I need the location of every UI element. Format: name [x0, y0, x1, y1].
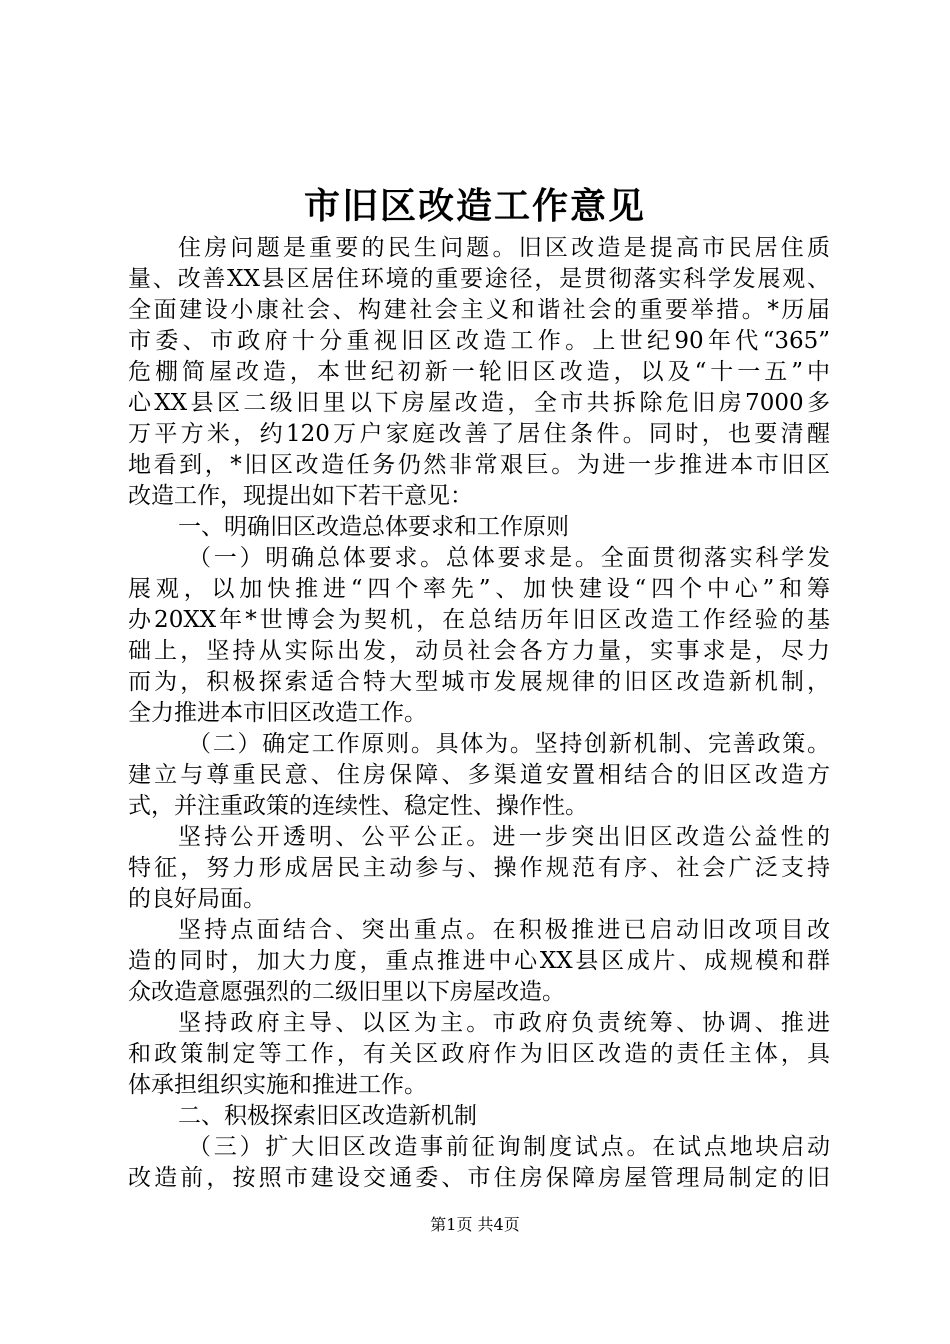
document-title: 市旧区改造工作意见	[303, 185, 646, 227]
paragraph-line: 的良好局面。	[128, 886, 266, 912]
paragraph-line: 体承担组织实施和推进工作。	[128, 1072, 427, 1098]
paragraph-line: 特征，努力形成居民主动参与、操作规范有序、社会广泛支持	[128, 855, 830, 881]
paragraph-line: 础上，坚持从实际出发，动员社会各方力量，实事求是，尽力	[128, 638, 830, 664]
paragraph-line: 改造前，按照市建设交通委、市住房保障房屋管理局制定的旧	[128, 1165, 830, 1191]
paragraph-line: 办20XX年*世博会为契机，在总结历年旧区改造工作经验的基	[128, 607, 830, 633]
paragraph-line: （二）确定工作原则。具体为。坚持创新机制、完善政策。	[188, 731, 830, 757]
paragraph-line: 量、改善XX县区居住环境的重要途径，是贯彻落实科学发展观、	[128, 266, 830, 292]
paragraph-line: （三）扩大旧区改造事前征询制度试点。在试点地块启动	[188, 1134, 830, 1160]
paragraph-line: 坚持公开透明、公平公正。进一步突出旧区改造公益性的	[178, 824, 830, 850]
paragraph-line: 住房问题是重要的民生问题。旧区改造是提高市民居住质	[178, 235, 830, 261]
section-heading: 二、积极探索旧区改造新机制	[178, 1103, 477, 1129]
paragraph-line: 而为，积极探索适合特大型城市发展规律的旧区改造新机制，	[128, 669, 830, 695]
paragraph-line: 建立与尊重民意、住房保障、多渠道安置相结合的旧区改造方	[128, 762, 830, 788]
paragraph-line: 展观，以加快推进“四个率先”、加快建设“四个中心”和筹	[128, 576, 830, 602]
paragraph-line: 市委、市政府十分重视旧区改造工作。上世纪90年代“365”	[128, 328, 830, 354]
paragraph-line: 坚持政府主导、以区为主。市政府负责统筹、协调、推进	[178, 1010, 830, 1036]
paragraph-line: 万平方米，约120万户家庭改善了居住条件。同时，也要清醒	[128, 421, 830, 447]
paragraph-line: 危棚简屋改造，本世纪初新一轮旧区改造，以及“十一五”中	[128, 359, 830, 385]
paragraph-line: 式，并注重政策的连续性、稳定性、操作性。	[128, 793, 588, 819]
paragraph-line: 全力推进本市旧区改造工作。	[128, 700, 427, 726]
paragraph-line: 造的同时，加大力度，重点推进中心XX县区成片、成规模和群	[128, 948, 830, 974]
paragraph-line: （一）明确总体要求。总体要求是。全面贯彻落实科学发	[188, 545, 830, 571]
page-footer: 第1页 共4页	[430, 1215, 520, 1234]
paragraph-line: 地看到，*旧区改造任务仍然非常艰巨。为进一步推进本市旧区	[128, 452, 830, 478]
paragraph-line: 全面建设小康社会、构建社会主义和谐社会的重要举措。*历届	[128, 297, 830, 323]
paragraph-line: 坚持点面结合、突出重点。在积极推进已启动旧改项目改	[178, 917, 830, 943]
paragraph-line: 和政策制定等工作，有关区政府作为旧区改造的责任主体，具	[128, 1041, 830, 1067]
paragraph-line: 改造工作，现提出如下若干意见：	[128, 483, 473, 509]
paragraph-line: 众改造意愿强烈的二级旧里以下房屋改造。	[128, 979, 565, 1005]
paragraph-line: 心XX县区二级旧里以下房屋改造，全市共拆除危旧房7000多	[128, 390, 830, 416]
document-body	[128, 233, 830, 1194]
section-heading: 一、明确旧区改造总体要求和工作原则	[178, 514, 569, 540]
